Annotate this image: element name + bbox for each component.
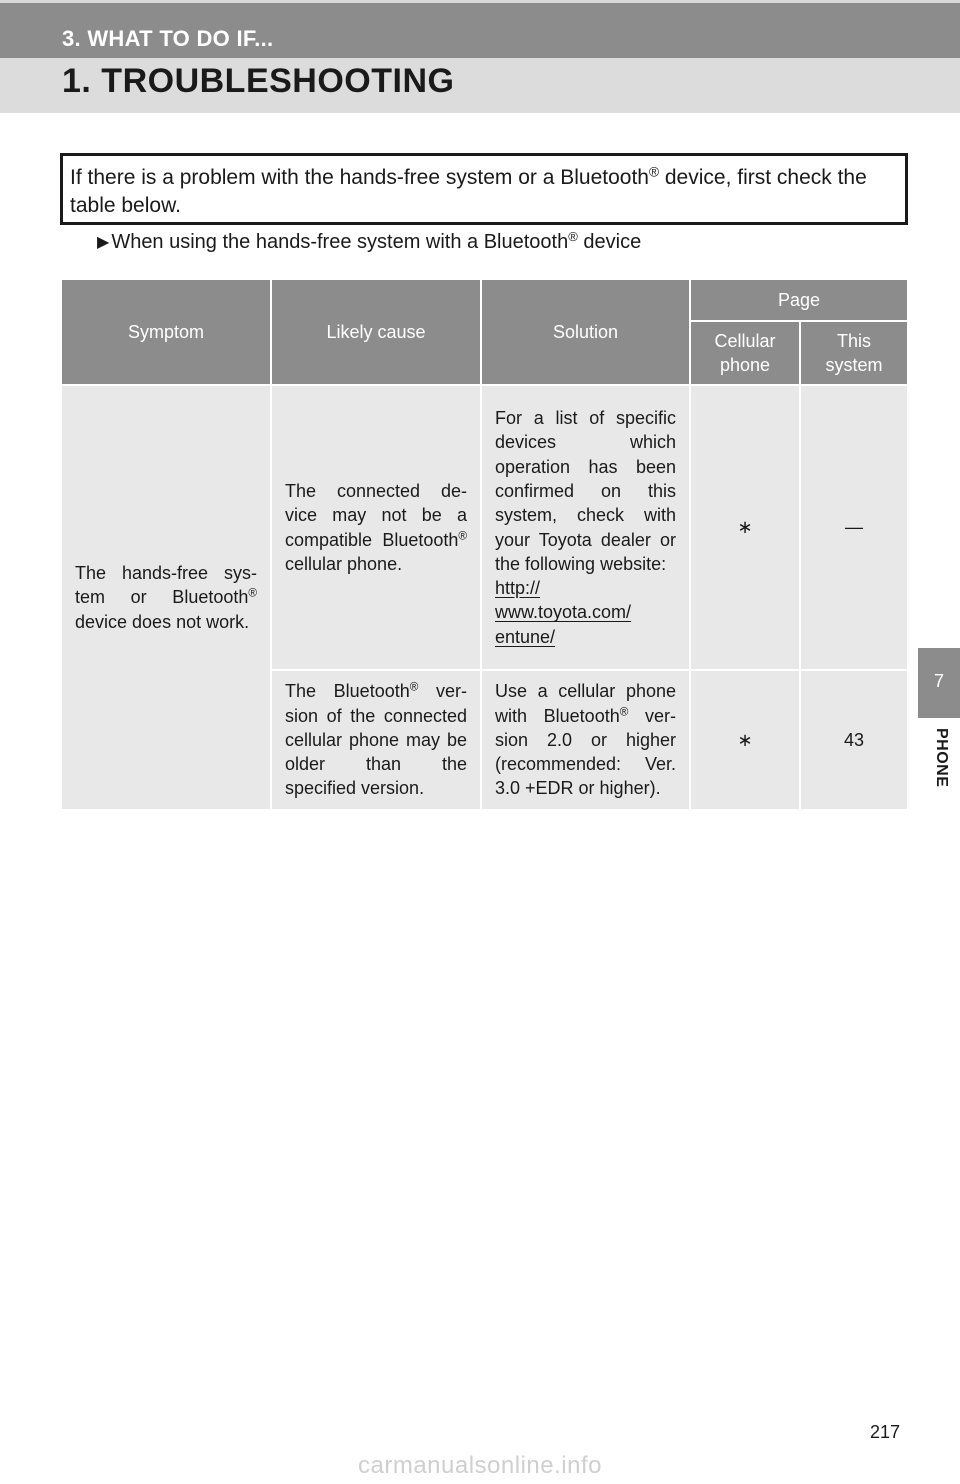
intro-note-box	[60, 153, 908, 225]
page-system-cell: —	[800, 385, 908, 670]
troubleshooting-table	[60, 278, 909, 811]
chapter-title: 1. TROUBLESHOOTING	[62, 62, 455, 100]
header-page: Page	[690, 279, 908, 321]
page-cellular-cell: ∗	[690, 385, 800, 670]
page-number: 217	[870, 1422, 901, 1442]
page-system-cell: 43	[800, 670, 908, 810]
chapter-tab-number: 7	[918, 648, 960, 718]
registered-mark: ®	[458, 529, 467, 543]
subheading	[97, 228, 642, 254]
watermark: carmanualsonline.info	[358, 1452, 602, 1479]
chapter-tab-label: PHONE	[933, 728, 950, 788]
solution-cell: Use a cellular phone with Bluetooth® ver-sion 2.0 or higher (recommended: Ver. 3.0 +EDR or higher).	[481, 670, 690, 810]
intro-text-b: device, first check the table below.	[70, 166, 867, 217]
website-link[interactable]: http://	[495, 578, 541, 599]
header-symptom: Symptom	[61, 279, 271, 385]
website-link[interactable]: entune/	[495, 626, 556, 647]
subheading-text-b: device	[577, 231, 642, 253]
symptom-cell: The hands-free sys-tem or Bluetooth® device does not work.	[61, 385, 271, 810]
header-solution: Solution	[481, 279, 690, 385]
solution-cell: For a list of specific devices which operation has been confirmed on this system, check with your Toyota dealer or the following website: http:// www.toyota.com/ entune/	[481, 385, 690, 670]
likely-cause-cell: The Bluetooth® ver-sion of the connected cellular phone may be older than the specified version.	[271, 670, 481, 810]
registered-mark: ®	[248, 586, 257, 600]
registered-mark: ®	[568, 228, 578, 244]
website-link[interactable]: www.toyota.com/	[495, 602, 632, 623]
intro-text-a: If there is a problem with the hands-free system or a Bluetooth	[70, 166, 649, 189]
section-title: 3. WHAT TO DO IF...	[62, 26, 274, 51]
header-this-system: This system	[800, 321, 908, 385]
header-likely-cause: Likely cause	[271, 279, 481, 385]
triangle-arrow-icon: ▶	[97, 234, 110, 251]
registered-mark: ®	[648, 164, 660, 180]
subheading-text-a: When using the hands-free system with a Bluetooth	[111, 231, 569, 253]
registered-mark: ®	[619, 705, 629, 719]
page-cellular-cell: ∗	[690, 670, 800, 810]
registered-mark: ®	[409, 680, 419, 694]
table-row	[61, 385, 908, 670]
header-cellular-phone: Cellular phone	[690, 321, 800, 385]
likely-cause-cell: The connected de-vice may not be a compatible Bluetooth® cellular phone.	[271, 385, 481, 670]
